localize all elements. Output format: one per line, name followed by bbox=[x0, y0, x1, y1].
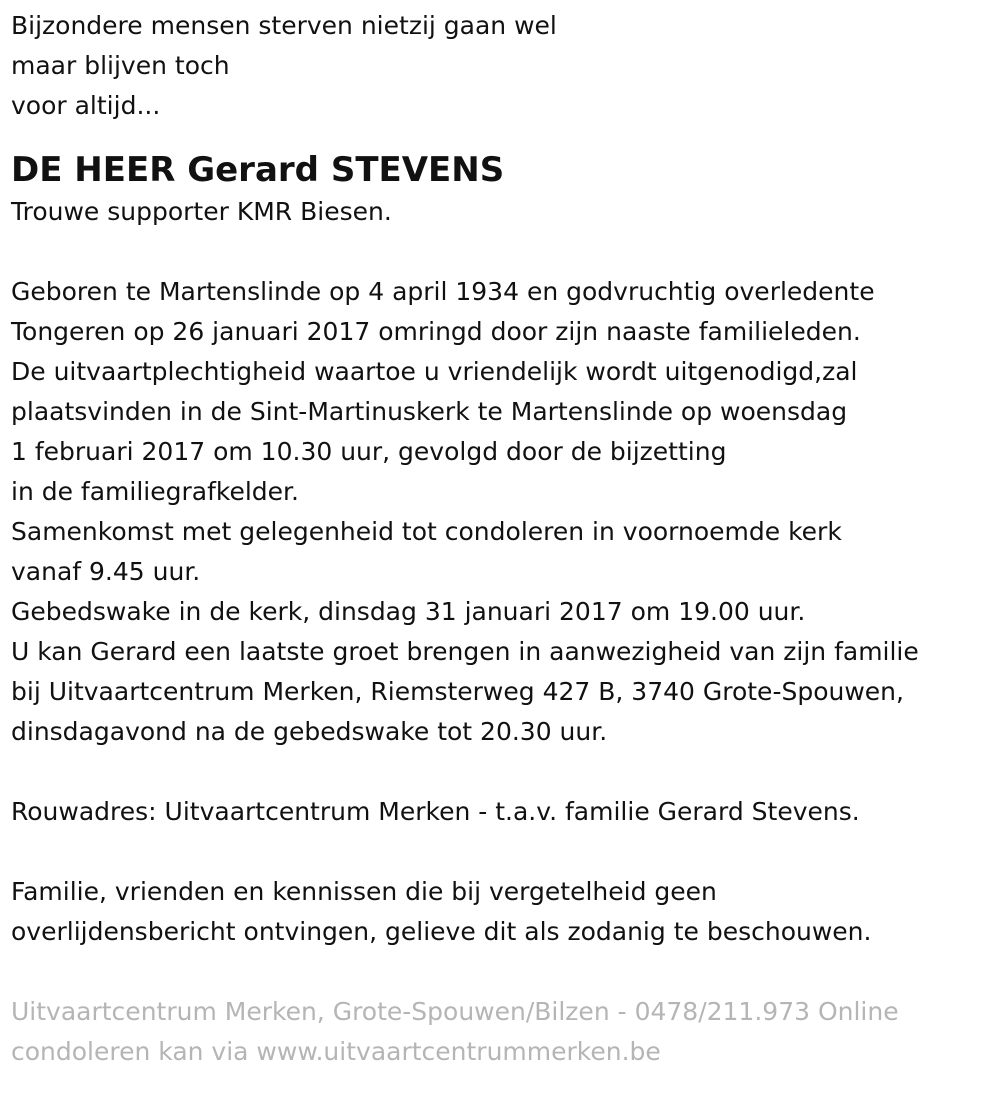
announcement-line: Samenkomst met gelegenheid tot condoleren in voornoemde kerk bbox=[11, 517, 842, 546]
footer-line: condoleren kan via www.uitvaartcentrummerken.be bbox=[11, 1037, 661, 1066]
notice-line: overlijdensbericht ontvingen, gelieve dit als zodanig te beschouwen. bbox=[11, 917, 872, 946]
announcement-line: in de familiegrafkelder. bbox=[11, 477, 299, 506]
announcement-line: Tongeren op 26 januari 2017 omringd door zijn naaste familieleden. bbox=[11, 317, 861, 346]
announcement bbox=[11, 272, 991, 752]
notice-line: Familie, vrienden en kennissen die bij vergetelheid geen bbox=[11, 877, 717, 906]
poem-line: maar blijven toch bbox=[11, 51, 230, 80]
poem bbox=[11, 6, 991, 126]
footer-line: Uitvaartcentrum Merken, Grote-Spouwen/Bilzen - 0478/211.973 Online bbox=[11, 997, 899, 1026]
footer-contact bbox=[11, 992, 991, 1072]
announcement-line: bij Uitvaartcentrum Merken, Riemsterweg 427 B, 3740 Grote-Spouwen, bbox=[11, 677, 904, 706]
poem-line: voor altijd... bbox=[11, 91, 161, 120]
announcement-line: U kan Gerard een laatste groet brengen in aanwezigheid van zijn familie bbox=[11, 637, 919, 666]
obituary-notice bbox=[11, 6, 991, 1072]
mourning-address: Rouwadres: Uitvaartcentrum Merken - t.a.v. familie Gerard Stevens. bbox=[11, 797, 860, 826]
subtitle: Trouwe supporter KMR Biesen. bbox=[11, 197, 392, 226]
announcement-line: De uitvaartplechtigheid waartoe u vriendelijk wordt uitgenodigd,zal bbox=[11, 357, 858, 386]
announcement-line: Gebedswake in de kerk, dinsdag 31 januari 2017 om 19.00 uur. bbox=[11, 597, 806, 626]
poem-line: Bijzondere mensen sterven nietzij gaan wel bbox=[11, 11, 557, 40]
notice bbox=[11, 872, 991, 952]
announcement-line: vanaf 9.45 uur. bbox=[11, 557, 201, 586]
announcement-line: dinsdagavond na de gebedswake tot 20.30 uur. bbox=[11, 717, 608, 746]
announcement-line: plaatsvinden in de Sint-Martinuskerk te Martenslinde op woensdag bbox=[11, 397, 848, 426]
announcement-line: 1 februari 2017 om 10.30 uur, gevolgd door de bijzetting bbox=[11, 437, 727, 466]
announcement-line: Geboren te Martenslinde op 4 april 1934 en godvruchtig overledente bbox=[11, 277, 875, 306]
deceased-name: DE HEER Gerard STEVENS bbox=[11, 150, 505, 190]
